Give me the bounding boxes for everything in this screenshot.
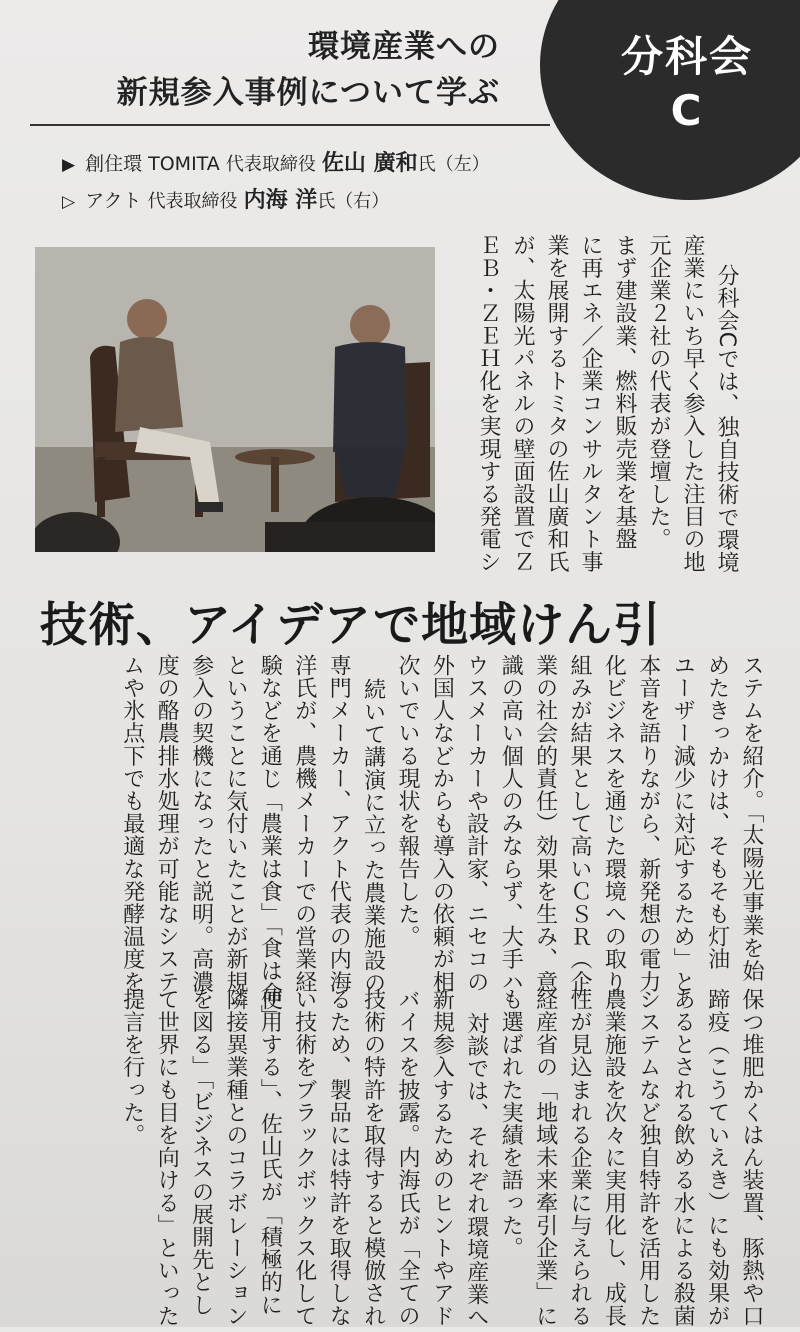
article-column: 験などを通じ「農業は食」「食は命」 — [257, 654, 283, 1028]
article-column: ＥＢ・ＺＥＨ化を実現する発電シ — [476, 234, 501, 573]
article-column: ウスメーカーや設計家、ニセコの — [463, 654, 489, 993]
article-column: 使用する」、佐山氏が「積極的に — [257, 988, 283, 1316]
article-column: 保つ堆肥かくはん装置、豚熱や口 — [739, 988, 764, 1327]
panel-photo-illustration — [35, 247, 435, 552]
article-column: 経産省の「地域未来牽引企業」に — [532, 988, 558, 1327]
article-column: 専門メーカー、アクト代表の内海 — [326, 654, 352, 993]
panel-photo — [35, 247, 435, 552]
article-column: あるとされる飲める水による殺菌 — [670, 988, 696, 1327]
article-column: 新規参入するためのヒントやアド — [429, 988, 455, 1327]
byline-suffix: 氏（右） — [317, 191, 390, 212]
article-column: 外国人などからも導入の依頼が相 — [429, 654, 455, 993]
article-column: ムや氷点下でも最適な発酵温度を — [119, 654, 145, 993]
article-column: 度の酪農排水処理が可能なシステ — [154, 654, 180, 993]
byline-company: アクト — [85, 190, 142, 212]
article-column: 農業施設を次々に実用化し、成長 — [601, 988, 627, 1327]
article-column: 業の社会的責任）効果を生み、意 — [532, 654, 558, 993]
byline-left-speaker — [62, 146, 490, 177]
article-column: て世界にも目を向ける」といった — [154, 988, 180, 1327]
headline-line: 新規参入事例について学ぶ — [116, 75, 500, 111]
header-rule — [30, 124, 550, 126]
article-column: バイスを披露。内海氏が「全ての — [395, 988, 420, 1327]
byline-marker: ▶ — [62, 155, 76, 175]
article-column: 洋氏が、農機メーカーでの営業経 — [291, 654, 317, 993]
byline-name: 佐山 廣和 — [321, 151, 418, 176]
byline-suffix: 氏（左） — [417, 154, 490, 175]
article-column: 性が見込まれる企業に与えられる — [567, 988, 592, 1327]
article-column: 本音を語りながら、新発想の電力 — [635, 654, 661, 993]
article-column: 元企業２社の代表が登壇した。 — [646, 234, 671, 551]
article-column: システムなど独自特許を活用した — [635, 988, 661, 1327]
article-column: めたきっかけは、そもそも灯油 — [704, 654, 730, 971]
badge-line: C — [670, 86, 704, 135]
article-column: 技術の特許を取得すると模倣され — [360, 988, 386, 1327]
article-column: 提言を行った。 — [119, 988, 145, 1147]
article-column: 分科会Cでは、独自技術で環境 — [714, 264, 739, 574]
article-column: 組みが結果として高いＣＳＲ（企 — [567, 654, 592, 993]
article-column: 産業にいち早く参入した注目の地 — [680, 234, 705, 573]
article-column: ユーザー減少に対応するため」と — [670, 654, 696, 993]
article-column: 蹄疫（こうていえき）にも効果が — [704, 988, 730, 1327]
section-badge-label — [592, 30, 782, 138]
badge-line: 分科会 — [620, 32, 753, 81]
article-main-headline: 技術、アイデアで地域けん引 — [40, 598, 662, 653]
byline-title: 代表取締役 — [225, 154, 316, 175]
article-column: が、太陽光パネルの壁面設置でＺ — [510, 234, 535, 573]
article-column: 対談では、それぞれ環境産業へ — [463, 1012, 489, 1329]
article-column: 業を展開するトミタの佐山廣和氏 — [544, 234, 569, 573]
article-column: 識の高い個人のみならず、大手ハ — [498, 654, 524, 993]
byline-marker: ▷ — [62, 192, 76, 212]
article-column: 参入の契機になったと説明。高濃 — [188, 654, 214, 993]
article-column: るため、製品には特許を取得しな — [326, 988, 352, 1327]
byline-title: 代表取締役 — [147, 191, 238, 212]
article-column: い技術をブラックボックス化して — [291, 988, 317, 1327]
article-column: ステムを紹介。「太陽光事業を始 — [739, 654, 764, 982]
byline-name: 内海 洋 — [243, 188, 318, 213]
article-column: 化ビジネスを通じた環境への取り — [601, 654, 627, 993]
article-column: 続いて講演に立った農業施設の — [360, 678, 386, 995]
article-column: 隣接異業種とのコラボレーション — [223, 988, 248, 1327]
section-headline — [117, 24, 500, 116]
article-column: ということに気付いたことが新規 — [223, 654, 248, 993]
article-column: を図る」「ビジネスの展開先とし — [188, 988, 214, 1316]
article-column: 次いでいる現状を報告した。 — [395, 654, 420, 948]
headline-line: 環境産業への — [308, 29, 500, 65]
article-column: に再エネ／企業コンサルタント事 — [578, 234, 603, 573]
article-column: まず建設業、燃料販売業を基盤 — [612, 234, 637, 551]
byline-company: 創住環 TOMITA — [85, 153, 220, 175]
article-column: も選ばれた実績を語った。 — [498, 988, 524, 1260]
byline-right-speaker — [62, 183, 389, 214]
